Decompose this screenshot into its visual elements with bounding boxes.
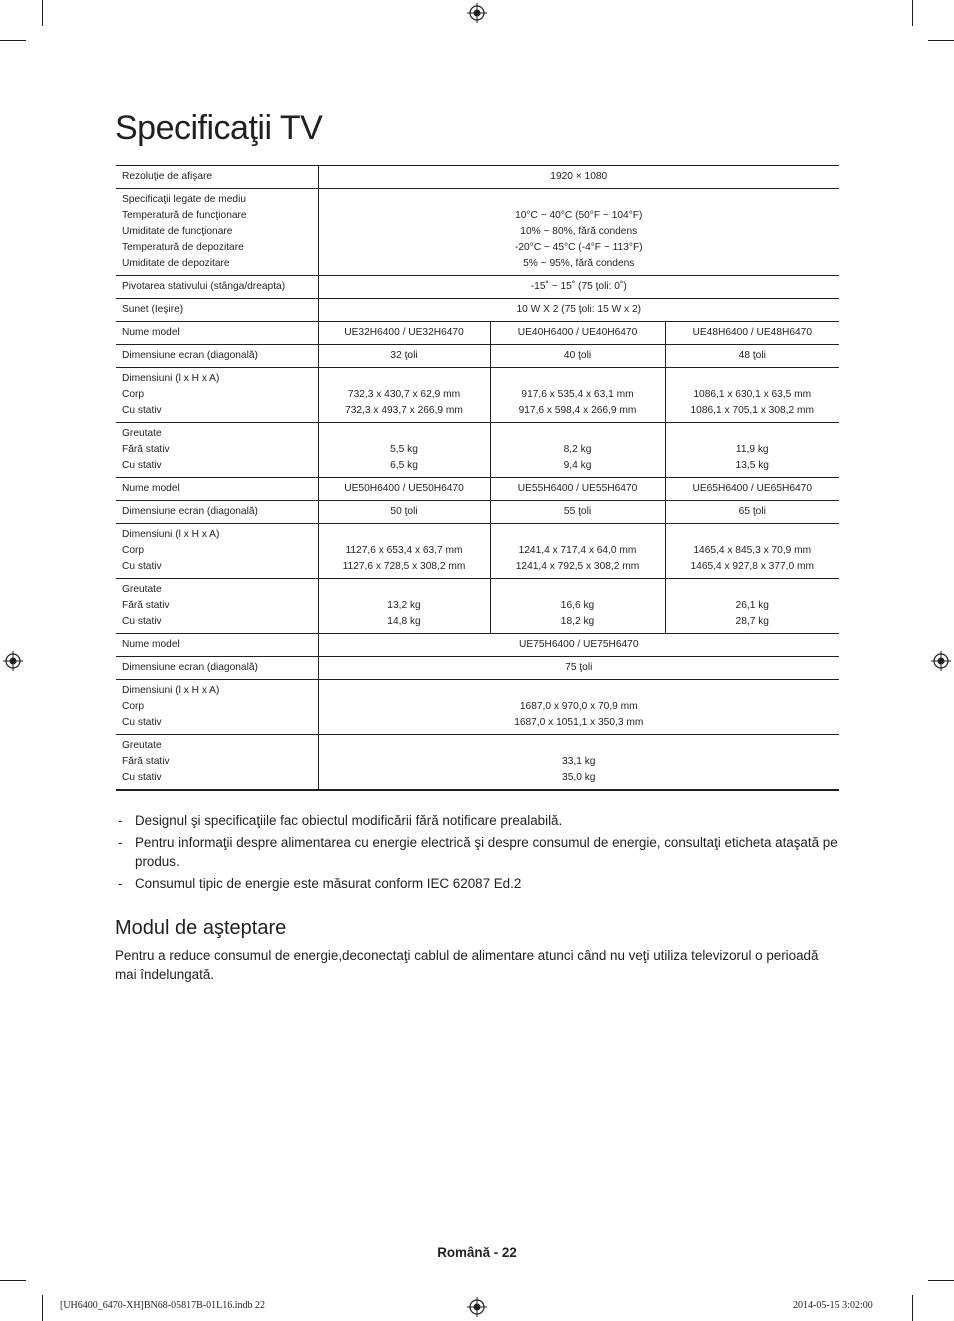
row-value-line: 48 ţoli	[738, 350, 766, 361]
crop-mark	[912, 1295, 913, 1321]
crop-mark	[912, 0, 913, 26]
note-text: Consumul tipic de energie este măsurat conform IEC 62087 Ed.2	[135, 876, 522, 891]
row-value	[318, 680, 839, 735]
row-label	[116, 189, 318, 276]
row-value-line: 18,2 kg	[560, 616, 595, 627]
row-label-line: Dimensiuni (l x H x A)	[122, 685, 220, 696]
row-label-line: Fără stativ	[122, 444, 170, 455]
crop-mark	[0, 1280, 26, 1281]
row-value-line: 75 ţoli	[565, 662, 593, 673]
row-label-line: Greutate	[122, 584, 162, 595]
row-value-line: 1687,0 x 970,0 x 70,9 mm	[519, 701, 638, 712]
row-label	[116, 579, 318, 634]
row-label	[116, 478, 318, 501]
row-value	[490, 501, 665, 524]
row-value	[490, 423, 665, 478]
row-value-line: 1127,6 x 653,4 x 63,7 mm	[345, 545, 463, 556]
table-row	[116, 478, 839, 501]
note-item	[116, 874, 838, 893]
spec-table	[116, 165, 839, 791]
row-value-line: 13,5 kg	[735, 460, 769, 471]
table-row	[116, 166, 839, 189]
table-row	[116, 501, 839, 524]
row-value-line: 13,2 kg	[387, 600, 421, 611]
crop-mark	[928, 40, 954, 41]
table-row	[116, 634, 839, 657]
row-value	[665, 368, 839, 423]
row-label	[116, 276, 318, 299]
registration-mark-icon	[931, 651, 951, 671]
row-value	[318, 166, 839, 189]
row-label-line: Dimensiuni (l x H x A)	[122, 373, 220, 384]
row-value-line: UE65H6400 / UE65H6470	[692, 483, 812, 494]
table-row	[116, 735, 839, 791]
row-label	[116, 299, 318, 322]
row-value	[318, 478, 490, 501]
page-number	[0, 1245, 954, 1260]
row-label	[116, 166, 318, 189]
registration-mark-icon	[3, 651, 23, 671]
row-value-line: 35,0 kg	[562, 772, 596, 783]
row-value	[318, 579, 490, 634]
row-value-line: 8,2 kg	[563, 444, 592, 455]
row-label-line: Dimensiuni (l x H x A)	[122, 529, 220, 540]
row-value-line: 1465,4 x 845,3 x 70,9 mm	[693, 545, 812, 556]
row-value-line: 917,6 x 598,4 x 266,9 mm	[518, 405, 637, 416]
row-value	[490, 322, 665, 345]
row-value-line: UE48H6400 / UE48H6470	[692, 327, 812, 338]
row-value-line: 10 W X 2 (75 ţoli: 15 W x 2)	[516, 304, 642, 315]
row-value	[318, 189, 839, 276]
row-value-line: 1465,4 x 927,8 x 377,0 mm	[690, 561, 814, 572]
row-value	[665, 423, 839, 478]
table-row	[116, 579, 839, 634]
row-value-line: 917,6 x 535,4 x 63,1 mm	[521, 389, 634, 400]
crop-mark	[42, 0, 43, 26]
row-value-line: 14,8 kg	[387, 616, 421, 627]
row-value-line: 9,4 kg	[563, 460, 592, 471]
table-row	[116, 276, 839, 299]
row-label-line: Dimensiune ecran (diagonală)	[122, 350, 258, 361]
row-value	[490, 579, 665, 634]
row-value-line: 65 ţoli	[738, 506, 766, 517]
row-value-line: 5% ~ 95%, fără condens	[523, 258, 635, 269]
row-value-line: 32 ţoli	[390, 350, 418, 361]
row-label-line: Fără stativ	[122, 756, 170, 767]
note-bullet: -	[118, 835, 123, 850]
row-label-line: Cu stativ	[122, 772, 162, 783]
row-value-line: UE32H6400 / UE32H6470	[344, 327, 464, 338]
registration-mark-icon	[467, 1297, 487, 1317]
row-value	[318, 276, 839, 299]
row-value	[318, 501, 490, 524]
row-label-line: Sunet (Ieşire)	[122, 304, 184, 315]
row-label	[116, 423, 318, 478]
row-label-line: Dimensiune ecran (diagonală)	[122, 662, 258, 673]
row-value-line: 50 ţoli	[390, 506, 418, 517]
row-value-line: -15˚ ~ 15˚ (75 ţoli: 0˚)	[530, 281, 627, 292]
row-value	[490, 478, 665, 501]
row-value	[318, 345, 490, 368]
row-label-line: Corp	[122, 545, 145, 556]
row-value	[318, 735, 839, 791]
row-value-line: 732,3 x 493,7 x 266,9 mm	[345, 405, 463, 416]
table-row	[116, 657, 839, 680]
row-value-line: UE55H6400 / UE55H6470	[517, 483, 638, 494]
crop-mark	[42, 1295, 43, 1321]
row-label-line: Cu stativ	[122, 717, 162, 728]
row-value-line: 1241,4 x 717,4 x 64,0 mm	[518, 545, 637, 556]
note-item	[116, 833, 838, 871]
row-value-line: 10°C ~ 40°C (50°F ~ 104°F)	[515, 210, 643, 221]
row-value	[318, 368, 490, 423]
page-number-text: Română - 22	[437, 1245, 517, 1260]
row-label	[116, 735, 318, 791]
row-label-line: Pivotarea stativului (stânga/dreapta)	[122, 281, 286, 292]
row-value	[665, 579, 839, 634]
spec-table-body	[116, 166, 839, 791]
table-row	[116, 423, 839, 478]
row-value	[318, 634, 839, 657]
crop-mark	[0, 40, 26, 41]
standby-text: Pentru a reduce consumul de energie,deconectaţi cablul de alimentare atunci când nu veţi utiliza televizorul o perioadă mai îndelungată.	[115, 948, 819, 982]
row-value-line: -20°C ~ 45°C (-4°F ~ 113°F)	[514, 242, 643, 253]
notes-list	[116, 811, 838, 896]
row-label-line: Cu stativ	[122, 405, 162, 416]
row-label-line: Corp	[122, 389, 145, 400]
row-value-line: 26,1 kg	[735, 600, 769, 611]
row-label-line: Umiditate de funcţionare	[122, 226, 233, 237]
note-text: Pentru informaţii despre alimentarea cu energie electrică şi despre consumul de energie, consultaţi eticheta ataşată pe produs.	[135, 835, 838, 869]
row-value-line: UE75H6400 / UE75H6470	[519, 639, 639, 650]
row-label-line: Fără stativ	[122, 600, 170, 611]
row-value	[665, 478, 839, 501]
row-value	[318, 524, 490, 579]
row-value-line: 1127,6 x 728,5 x 308,2 mm	[342, 561, 466, 572]
row-label-line: Cu stativ	[122, 460, 162, 471]
row-value-line: 1086,1 x 705,1 x 308,2 mm	[690, 405, 814, 416]
row-value-line: 1086,1 x 630,1 x 63,5 mm	[693, 389, 812, 400]
row-label	[116, 634, 318, 657]
row-value	[318, 423, 490, 478]
table-row	[116, 345, 839, 368]
table-row	[116, 368, 839, 423]
row-label-line: Greutate	[122, 740, 162, 751]
note-text: Designul şi specificaţiile fac obiectul modificării fără notificare prealabilă.	[135, 813, 563, 828]
row-label	[116, 322, 318, 345]
row-value-line: 10% ~ 80%, fără condens	[520, 226, 638, 237]
row-value-line: 1687,0 x 1051,1 x 350,3 mm	[514, 717, 644, 728]
row-value-line: 11,9 kg	[735, 444, 769, 455]
row-value	[665, 524, 839, 579]
table-row	[116, 299, 839, 322]
row-label-line: Nume model	[122, 639, 180, 650]
row-value-line: 6,5 kg	[390, 460, 418, 471]
row-value	[318, 299, 839, 322]
row-label-line: Temperatură de depozitare	[122, 242, 244, 253]
row-value	[490, 368, 665, 423]
row-label-line: Temperatură de funcţionare	[122, 210, 247, 221]
row-value-line: 732,3 x 430,7 x 62,9 mm	[347, 389, 461, 400]
row-label	[116, 657, 318, 680]
table-row	[116, 680, 839, 735]
page-title: Specificaţii TV	[115, 109, 323, 147]
row-value	[318, 657, 839, 680]
row-label-line: Nume model	[122, 483, 180, 494]
row-label	[116, 501, 318, 524]
row-label	[116, 524, 318, 579]
row-label	[116, 680, 318, 735]
row-value-line: 1241,4 x 792,5 x 308,2 mm	[515, 561, 640, 572]
table-row	[116, 524, 839, 579]
crop-mark	[928, 1280, 954, 1281]
row-label-line: Dimensiune ecran (diagonală)	[122, 506, 258, 517]
row-label-line: Cu stativ	[122, 616, 162, 627]
row-value	[665, 501, 839, 524]
row-label-line: Rezoluţie de afişare	[122, 171, 213, 182]
note-bullet: -	[118, 813, 123, 828]
row-label-line: Cu stativ	[122, 561, 162, 572]
row-value-line: UE40H6400 / UE40H6470	[517, 327, 638, 338]
row-value-line: UE50H6400 / UE50H6470	[344, 483, 464, 494]
row-label-line: Specificaţii legate de mediu	[122, 194, 247, 205]
row-value	[318, 322, 490, 345]
row-label	[116, 345, 318, 368]
standby-title: Modul de aşteptare	[115, 917, 287, 939]
row-value-line: 1920 × 1080	[550, 171, 608, 182]
row-value-line: 28,7 kg	[735, 616, 769, 627]
row-value-line: 40 ţoli	[563, 350, 592, 361]
note-item	[116, 811, 838, 830]
footer-file: [UH6400_6470-XH]BN68-05817B-01L16.indb 22	[60, 1300, 265, 1311]
row-label-line: Umiditate de depozitare	[122, 258, 230, 269]
row-value-line: 33,1 kg	[562, 756, 596, 767]
row-value	[490, 345, 665, 368]
row-label-line: Corp	[122, 701, 145, 712]
registration-mark-icon	[467, 3, 487, 23]
row-value-line: 5,5 kg	[390, 444, 418, 455]
row-value	[665, 322, 839, 345]
table-row	[116, 189, 839, 276]
row-label-line: Nume model	[122, 327, 180, 338]
row-label	[116, 368, 318, 423]
note-bullet: -	[118, 876, 123, 891]
footer-date: 2014-05-15 3:02:00	[793, 1300, 873, 1311]
row-value-line: 55 ţoli	[563, 506, 592, 517]
row-label-line: Greutate	[122, 428, 162, 439]
table-row	[116, 322, 839, 345]
row-value	[490, 524, 665, 579]
row-value-line: 16,6 kg	[560, 600, 595, 611]
row-value	[665, 345, 839, 368]
